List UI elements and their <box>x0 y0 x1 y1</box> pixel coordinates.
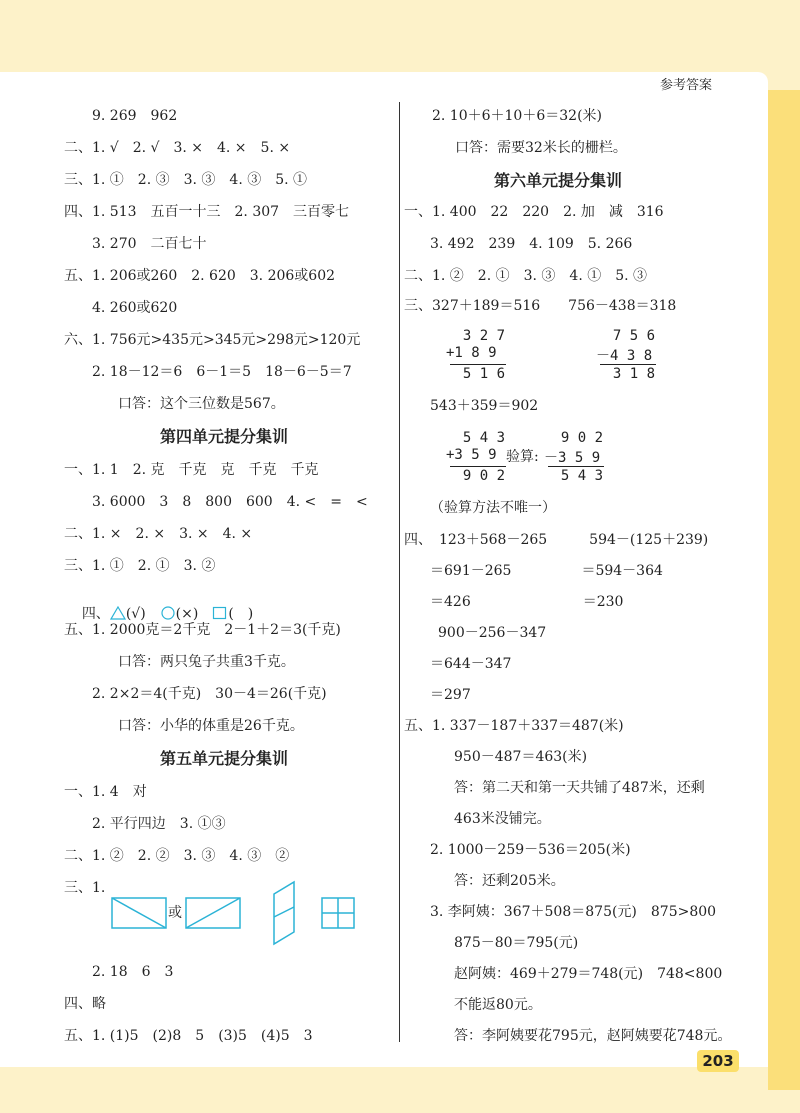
subtrahend-row: －4 3 8 <box>596 348 653 364</box>
divided-shapes-figure <box>108 880 368 950</box>
answer-line: 不能返80元。 <box>454 997 542 1013</box>
vertical-addition-1 <box>446 328 516 382</box>
answer-line: 口答：这个三位数是567。 <box>118 396 285 412</box>
answer-line: 2. 平行四边 3. ①③ <box>92 816 226 832</box>
answer-line: 3. 492 239 4. 109 5. 266 <box>430 236 633 252</box>
section-title: 第五单元提分集训 <box>160 749 289 768</box>
answer-line: 2. 1000－259－536＝205(米) <box>430 842 631 858</box>
answer-line: ＝297 <box>430 687 471 703</box>
result-row: 9 0 2 <box>446 468 506 484</box>
answer-line: 四、1. 513 五百一十三 2. 307 三百零七 <box>64 204 350 220</box>
answer-line: 3. 6000 3 8 800 600 4. < = < <box>92 494 368 510</box>
addend-row: +1 8 9 <box>446 345 497 361</box>
answer-line: ＝426 ＝230 <box>430 594 624 610</box>
answer-line: 口答：小华的体重是26千克。 <box>118 718 304 734</box>
answer-line: 四、略 <box>64 996 106 1012</box>
answer-line: 3. 李阿姨：367＋508＝875(元) 875>800 <box>430 904 717 920</box>
answer-line: 赵阿姨：469＋279＝748(元) 748<800 <box>454 966 723 982</box>
answer-line: 3. 270 二百七十 <box>92 236 207 252</box>
answer-line: 543＋359＝902 <box>430 398 539 414</box>
answer-line: 四、 123＋568－265 594－(125＋239) <box>404 532 709 548</box>
answer-line: 五、1. (1)5 (2)8 5 (3)5 (4)5 3 <box>64 1028 313 1044</box>
page-edge-stripe <box>768 90 800 1090</box>
answer-line: 口答：需要32米长的栅栏。 <box>455 140 627 156</box>
answer-line: 9. 269 962 <box>92 108 178 124</box>
answer-line: 950－487＝463(米) <box>454 749 588 765</box>
answer-line: 答：还剩205米。 <box>454 873 565 889</box>
answer-line: ＝691－265 ＝594－364 <box>430 563 663 579</box>
minuend-row: 9 0 2 <box>544 430 604 446</box>
parallelogram-divided <box>274 882 294 944</box>
circle-shape <box>160 606 176 620</box>
addend-row: +3 5 9 <box>446 447 497 463</box>
answer-line: 一、1. 400 22 220 2. 加 减 316 <box>404 204 664 220</box>
vertical-subtraction-2 <box>544 430 614 484</box>
answer-line: 答：第二天和第一天共铺了487米，还剩 <box>454 780 705 796</box>
answer-line: 2. 18 6 3 <box>92 964 174 980</box>
or-label: 或 <box>168 905 182 921</box>
answer-prefix: 四、 <box>81 606 110 622</box>
answer-line: 二、1. × 2. × 3. × 4. × <box>64 526 253 542</box>
answer-line: ＝644－347 <box>430 656 512 672</box>
triangle-shape <box>110 606 126 620</box>
answer-line: 一、1. 1 2. 克 千克 克 千克 千克 <box>64 462 319 478</box>
addend-row: 3 2 7 <box>446 328 506 344</box>
sum-line <box>450 466 506 467</box>
answer-line: 875－80＝795(元) <box>454 935 579 951</box>
answer-line: 二、1. √ 2. √ 3. × 4. × 5. × <box>64 140 291 156</box>
minuend-row: 7 5 6 <box>596 328 656 344</box>
triangle-answer: (√) <box>125 606 146 622</box>
section-title: 第六单元提分集训 <box>494 171 623 190</box>
difference-line <box>548 466 604 467</box>
answer-line: 三、1. ① 2. ① 3. ② <box>64 558 216 574</box>
section-title: 第四单元提分集训 <box>160 427 289 446</box>
answer-line: 4. 260或620 <box>92 300 178 316</box>
check-label: 验算: <box>506 449 539 465</box>
answer-line: 三、1. <box>64 880 106 896</box>
answer-line: 2. 2×2＝4(千克) 30－4＝26(千克) <box>92 686 327 702</box>
header-label: 参考答案 <box>660 78 713 93</box>
answer-line: 口答：两只兔子共重3千克。 <box>118 654 295 670</box>
answer-line: 五、1. 2000克＝2千克 2－1＋2＝3(千克) <box>64 622 341 638</box>
subtrahend-row: －3 5 9 <box>544 450 601 466</box>
square-answer: ( ) <box>228 606 254 622</box>
sum-line <box>450 364 506 365</box>
result-row: 5 1 6 <box>446 366 506 382</box>
result-row: 3 1 8 <box>596 366 656 382</box>
answer-line: 二、1. ② 2. ② 3. ③ 4. ③ ② <box>64 848 290 864</box>
result-row: 5 4 3 <box>544 468 604 484</box>
answer-line: 463米没铺完。 <box>454 811 551 827</box>
circle-answer: (×) <box>175 606 199 622</box>
answer-line: （验算方法不唯一） <box>430 500 556 516</box>
square-shape <box>212 606 228 620</box>
column-divider <box>399 102 400 1042</box>
answer-line: 900－256－347 <box>438 625 547 641</box>
answer-line: 五、1. 337－187＋337＝487(米) <box>404 718 624 734</box>
addend-row: 5 4 3 <box>446 430 506 446</box>
difference-line <box>600 364 656 365</box>
answer-line: 一、1. 4 对 <box>64 784 147 800</box>
answer-line: 五、1. 206或260 2. 620 3. 206或602 <box>64 268 336 284</box>
answer-line: 六、1. 756元>435元>345元>298元>120元 <box>64 332 361 348</box>
answer-line: 2. 18－12＝6 6－1＝5 18－6－5＝7 <box>92 364 352 380</box>
answer-line: 答：李阿姨要花795元，赵阿姨要花748元。 <box>454 1028 732 1044</box>
answer-line: 2. 10＋6＋10＋6＝32(米) <box>432 108 602 124</box>
vertical-subtraction-1 <box>596 328 666 382</box>
answer-line: 二、1. ② 2. ① 3. ③ 4. ① 5. ③ <box>404 268 648 284</box>
answer-line: 三、327＋189＝516 756－438＝318 <box>404 298 677 314</box>
answer-line: 三、1. ① 2. ③ 3. ③ 4. ③ 5. ① <box>64 172 308 188</box>
page-number: 203 <box>697 1050 739 1072</box>
